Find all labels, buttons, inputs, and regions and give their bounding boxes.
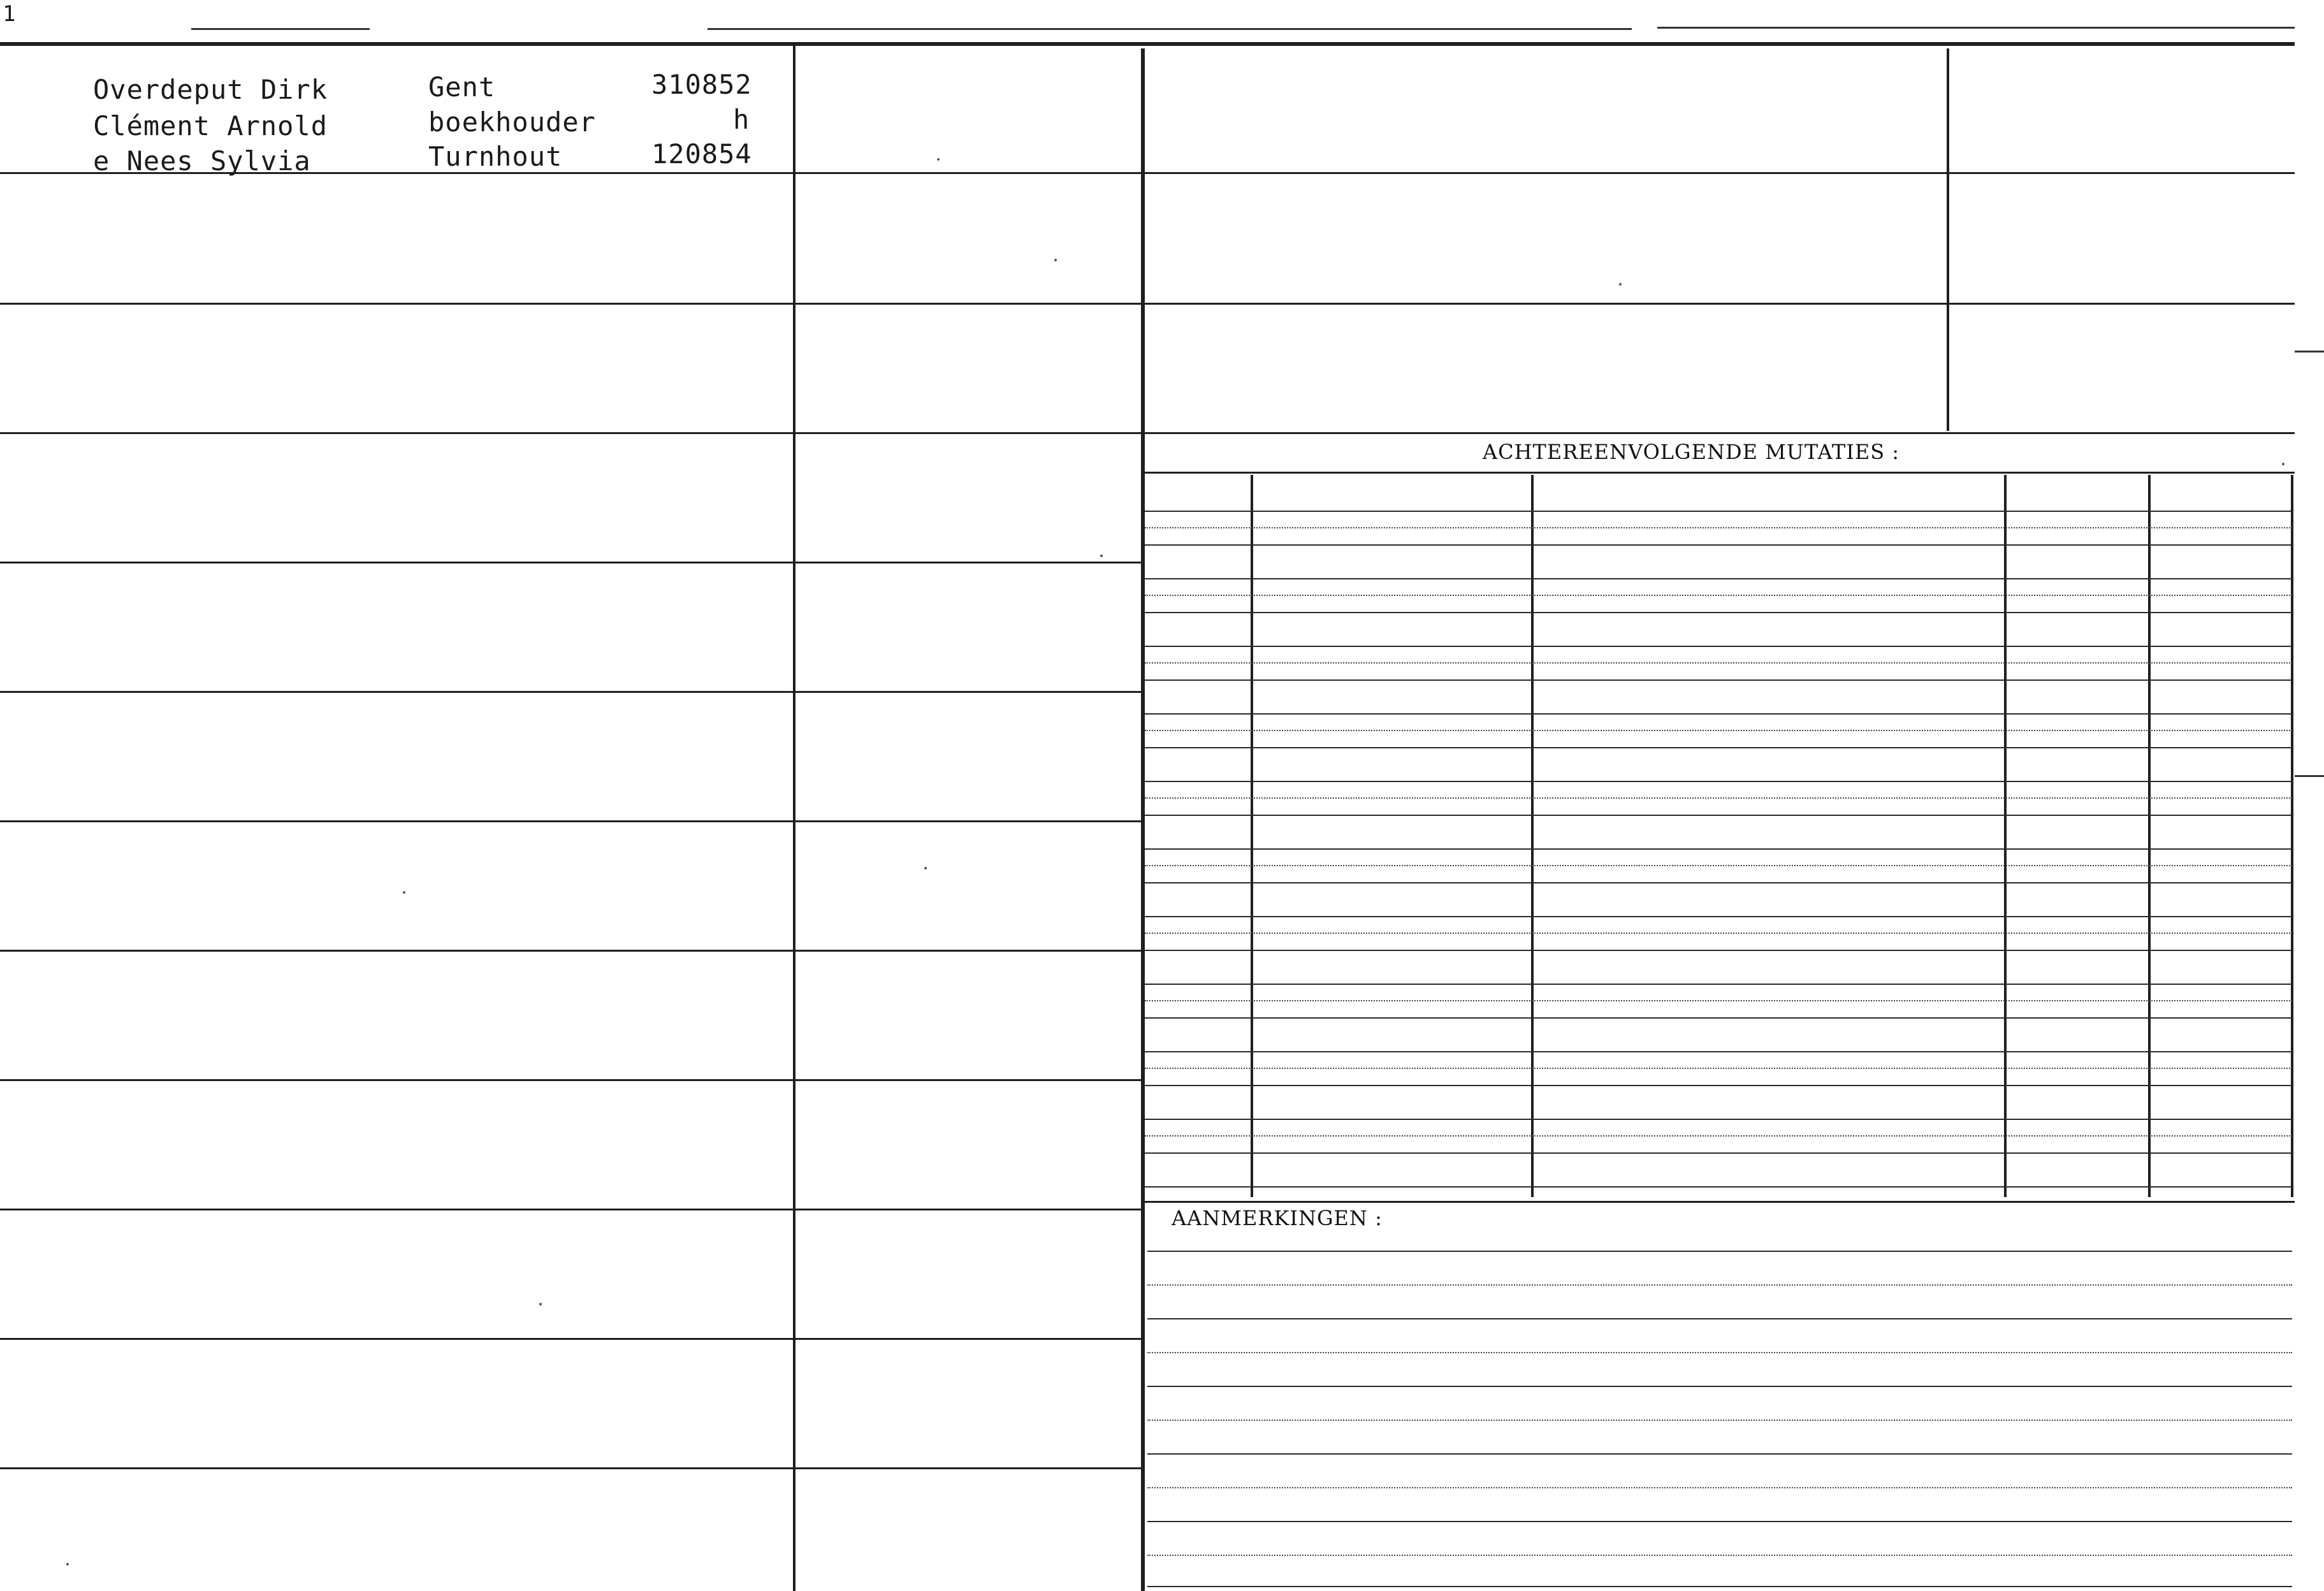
aanmerkingen-row-line bbox=[1147, 1586, 2292, 1587]
aanmerkingen-dotted-line bbox=[1147, 1555, 2292, 1556]
row-line bbox=[0, 432, 1141, 434]
row-line bbox=[0, 1079, 1141, 1081]
mutaties-row-line bbox=[1145, 511, 2292, 512]
mutaties-column-divider bbox=[1251, 475, 1253, 1197]
aanmerkingen-dotted-line bbox=[1147, 1284, 2292, 1286]
mutaties-dotted-line bbox=[1145, 527, 2292, 528]
upper-right-row-line bbox=[1145, 303, 2295, 305]
entry-name: e Nees Sylvia bbox=[93, 145, 311, 177]
scan-speck bbox=[403, 891, 405, 894]
entry-name: Clément Arnold bbox=[93, 110, 328, 142]
row-line bbox=[0, 1338, 1141, 1340]
left-column-divider bbox=[793, 45, 795, 1591]
top-edge-dash bbox=[191, 28, 370, 30]
row-line bbox=[0, 562, 1141, 563]
mutaties-dotted-line bbox=[1145, 1000, 2292, 1001]
top-edge-dash bbox=[708, 28, 1632, 30]
mutaties-row-line bbox=[1145, 646, 2292, 647]
mutaties-column-divider bbox=[2148, 475, 2151, 1197]
aanmerkingen-row-line bbox=[1147, 1453, 2292, 1455]
row-line bbox=[0, 1209, 1141, 1210]
mutaties-column-divider bbox=[2004, 475, 2007, 1197]
mutaties-dotted-line bbox=[1145, 1068, 2292, 1069]
mutaties-dotted-line bbox=[1145, 865, 2292, 866]
aanmerkingen-dotted-line bbox=[1147, 1487, 2292, 1488]
scan-speck bbox=[539, 1303, 542, 1305]
entry-name: Overdeput Dirk bbox=[93, 74, 328, 105]
upper-right-row-line bbox=[1145, 432, 2295, 434]
aanmerkingen-row-line bbox=[1147, 1318, 2292, 1319]
top-border bbox=[0, 42, 2295, 46]
mutaties-row-line bbox=[1145, 1186, 2292, 1188]
scan-speck bbox=[924, 867, 927, 869]
aanmerkingen-top-border bbox=[1145, 1201, 2295, 1203]
row-line bbox=[0, 303, 1141, 305]
corner-mark: 1 bbox=[3, 1, 17, 27]
row-line bbox=[0, 950, 1141, 952]
mutaties-top-border bbox=[1145, 472, 2295, 474]
row-line bbox=[0, 691, 1141, 693]
mutaties-right-border bbox=[2291, 475, 2293, 1197]
mutaties-row-line bbox=[1145, 578, 2292, 579]
entry-detail: boekhouder bbox=[428, 106, 596, 138]
mutaties-dotted-line bbox=[1145, 595, 2292, 596]
scan-speck bbox=[1054, 259, 1057, 261]
mutaties-row-line bbox=[1145, 1119, 2292, 1120]
aanmerkingen-row-line bbox=[1147, 1521, 2292, 1522]
edge-tick bbox=[2295, 351, 2324, 352]
scan-speck bbox=[66, 1563, 69, 1566]
mutaties-row-line bbox=[1145, 916, 2292, 917]
mutaties-row-line bbox=[1145, 612, 2292, 613]
mutaties-dotted-line bbox=[1145, 730, 2292, 731]
scan-speck bbox=[1619, 283, 1622, 286]
mutaties-dotted-line bbox=[1145, 797, 2292, 799]
entry-number: 310852 bbox=[651, 69, 752, 100]
aanmerkingen-row-line bbox=[1147, 1251, 2292, 1252]
mutaties-row-line bbox=[1145, 1152, 2292, 1154]
mutaties-column-divider bbox=[1531, 475, 1534, 1197]
aanmerkingen-dotted-line bbox=[1147, 1420, 2292, 1421]
entry-detail: Gent bbox=[428, 71, 496, 103]
mutaties-row-line bbox=[1145, 1085, 2292, 1086]
entry-detail: Turnhout bbox=[428, 141, 563, 172]
mutaties-row-line bbox=[1145, 882, 2292, 883]
scan-speck bbox=[2282, 463, 2284, 465]
mutaties-dotted-line bbox=[1145, 1135, 2292, 1137]
mutaties-heading: ACHTEREENVOLGENDE MUTATIES : bbox=[1483, 440, 1900, 464]
mutaties-row-line bbox=[1145, 781, 2292, 782]
mutaties-dotted-line bbox=[1145, 933, 2292, 934]
upper-right-divider bbox=[1947, 48, 1949, 431]
mutaties-row-line bbox=[1145, 679, 2292, 681]
entry-number: 120854 bbox=[651, 138, 752, 170]
scan-speck bbox=[1100, 555, 1103, 557]
top-edge-dash bbox=[1657, 27, 2295, 29]
mutaties-row-line bbox=[1145, 713, 2292, 715]
aanmerkingen-row-line bbox=[1147, 1386, 2292, 1387]
mutaties-row-line bbox=[1145, 815, 2292, 816]
upper-right-row-line bbox=[1145, 172, 2295, 174]
mutaties-row-line bbox=[1145, 950, 2292, 951]
mutaties-row-line bbox=[1145, 1051, 2292, 1052]
aanmerkingen-heading: AANMERKINGEN : bbox=[1172, 1206, 1383, 1230]
mutaties-row-line bbox=[1145, 984, 2292, 985]
mutaties-row-line bbox=[1145, 747, 2292, 748]
edge-tick bbox=[2295, 775, 2324, 777]
mutaties-row-line bbox=[1145, 1017, 2292, 1019]
row-line bbox=[0, 820, 1141, 822]
mutaties-dotted-line bbox=[1145, 662, 2292, 664]
row-line bbox=[0, 1467, 1141, 1469]
center-divider bbox=[1141, 48, 1145, 1591]
scan-speck bbox=[937, 158, 940, 161]
mutaties-row-line bbox=[1145, 544, 2292, 546]
mutaties-row-line bbox=[1145, 848, 2292, 850]
entry-number: h bbox=[733, 104, 750, 135]
aanmerkingen-dotted-line bbox=[1147, 1352, 2292, 1353]
